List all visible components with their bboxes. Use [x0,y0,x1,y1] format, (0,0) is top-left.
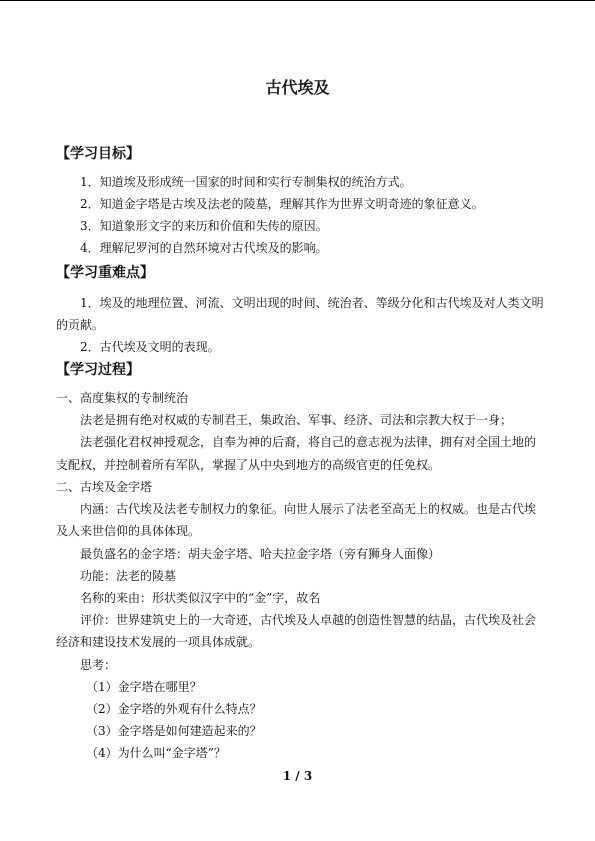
question-item: （3）金字塔是如何建造起来的？ [86,724,262,738]
process-paragraph: 最负盛名的金字塔：胡夫金字塔、哈夫拉金字塔（旁有狮身人面像） [80,547,441,561]
process-paragraph: 内涵：古代埃及法老专制权力的象征。向世人展示了法老至高无上的权威。也是古代埃 [80,502,537,516]
question-item: （1）金字塔在哪里？ [86,680,202,694]
section-heading-difficulties: 【学习重难点】 [56,265,154,281]
process-paragraph: 支配权，并控制着所有军队，掌握了从中央到地方的高级官吏的任免权。 [56,458,441,472]
goal-item: 1．知道埃及形成统一国家的时间和实行专制集权的统治方式。 [80,175,412,189]
process-paragraph: 名称的来由：形状类似汉字中的“金”字，故名 [80,591,321,605]
process-part-title: 二、古埃及金字塔 [56,480,153,494]
section-heading-process: 【学习过程】 [56,362,140,378]
think-label: 思考： [80,658,117,672]
goal-item: 2．知道金字塔是古埃及法老的陵墓，理解其作为世界文明奇迹的象征意义。 [80,197,484,211]
question-item: （4）为什么叫“金字塔”？ [86,746,226,760]
process-paragraph: 评价：世界建筑史上的一大奇迹，古代埃及人卓越的创造性智慧的结晶，古代埃及社会 [80,613,537,627]
process-paragraph: 法老是拥有绝对权威的专制君王，集政治、军事、经济、司法和宗教大权于一身； [80,413,513,427]
process-paragraph: 及人来世信仰的具体体现。 [56,524,201,538]
goal-item: 4．理解尼罗河的自然环境对古代埃及的影响。 [80,241,328,255]
process-part-title: 一、高度集权的专制统治 [56,391,189,405]
top-border-rule [0,0,595,1]
goal-item: 3．知道象形文字的来历和价值和失传的原因。 [80,219,328,233]
process-paragraph: 功能：法老的陵墓 [80,569,177,583]
question-item: （2）金字塔的外观有什么特点？ [86,702,262,716]
process-paragraph: 经济和建设技术发展的一项具体成就。 [56,635,261,649]
page-number: 1 / 3 [282,769,313,783]
section-heading-goals: 【学习目标】 [56,146,140,162]
difficulty-item: 2．古代埃及文明的表现。 [80,340,220,354]
document-title: 古代埃及 [265,78,330,97]
difficulty-item-line: 1．埃及的地理位置、河流、文明出现的时间、统治者、等级分化和古代埃及对人类文明 [80,296,544,310]
difficulty-item-line: 的贡献。 [56,318,105,332]
process-paragraph: 法老强化君权神授观念，自奉为神的后裔，将自己的意志视为法律，拥有对全国土地的 [80,435,537,449]
